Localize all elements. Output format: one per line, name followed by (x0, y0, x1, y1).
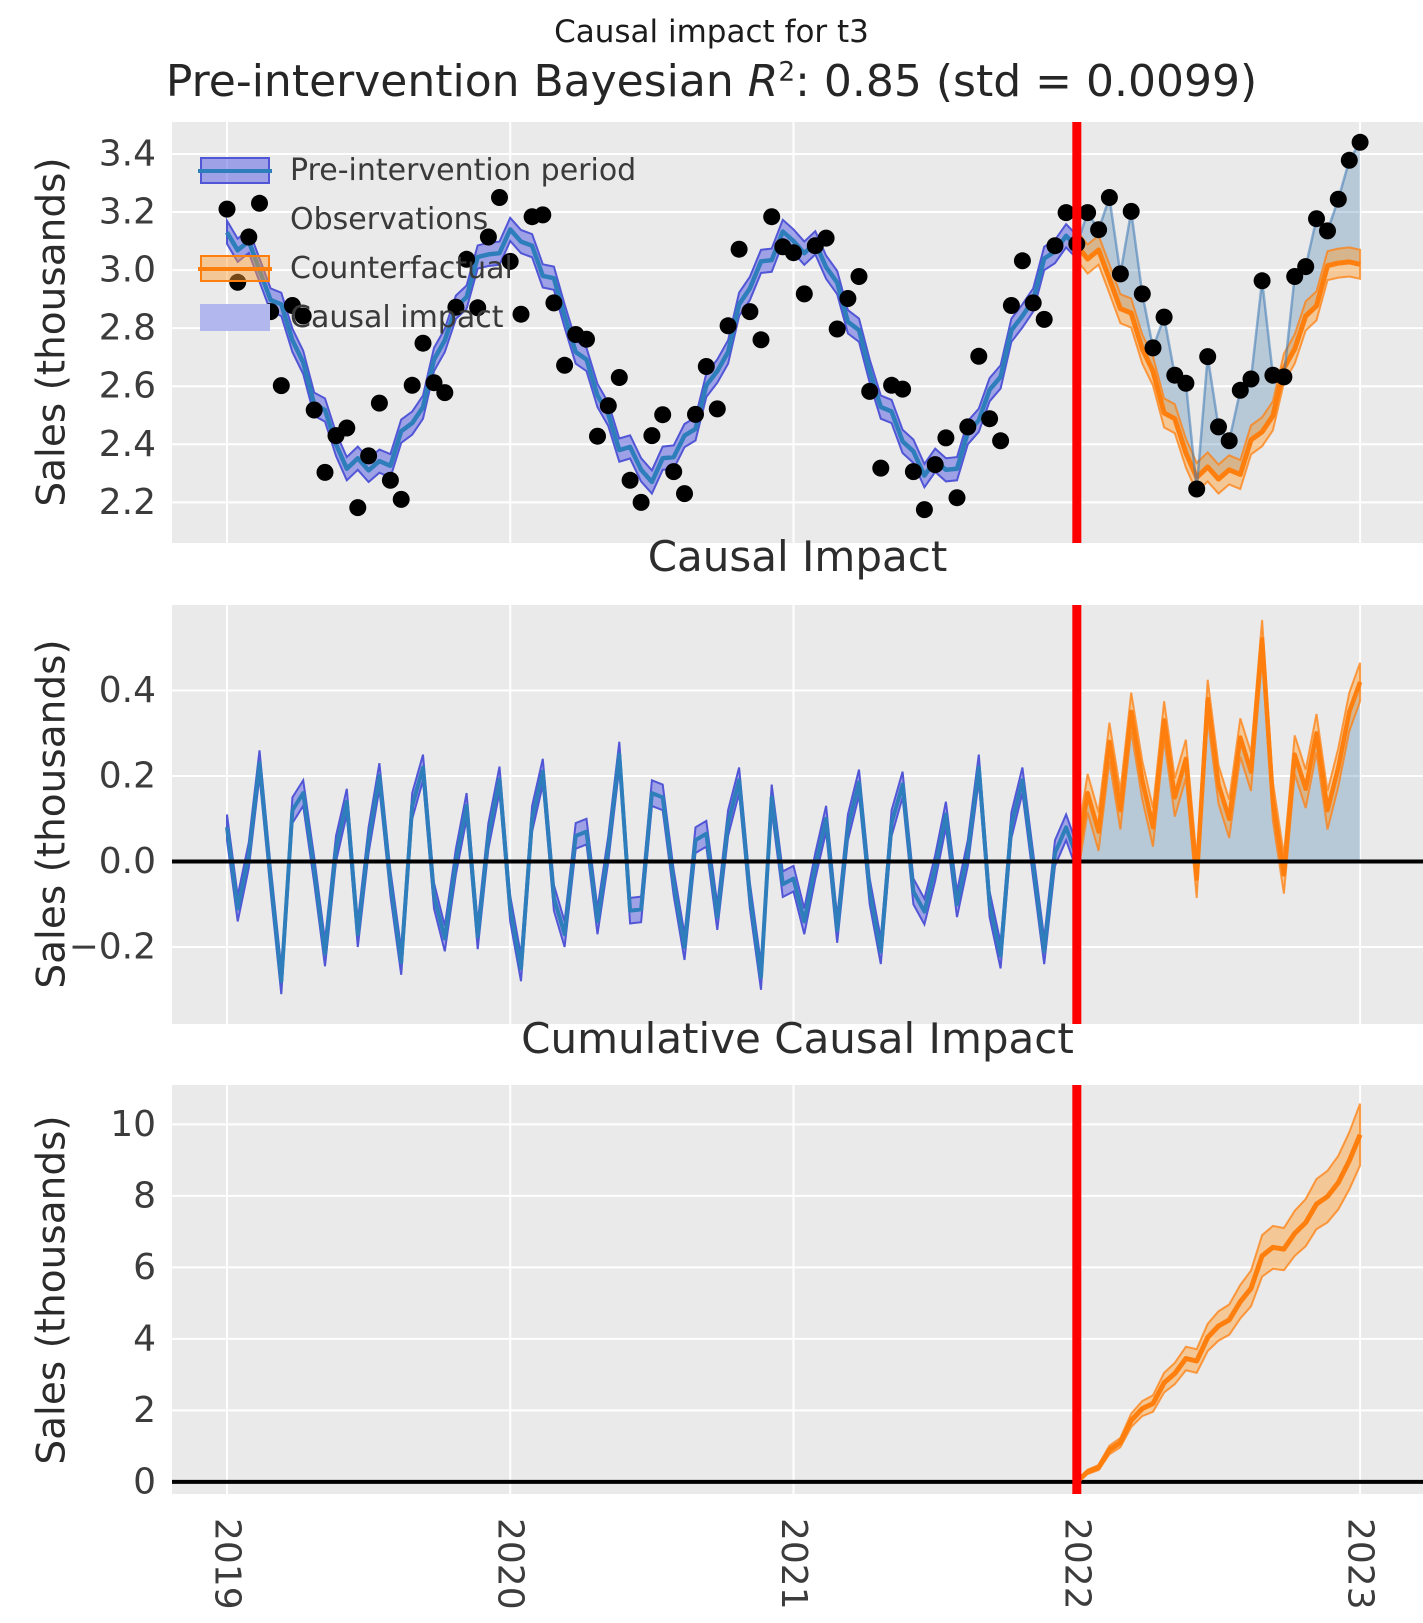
y-tick-label: 4 (133, 1318, 156, 1360)
legend-item-counterfactual (200, 244, 636, 293)
legend-label: Observations (290, 202, 489, 237)
cumulative-causal-impact-title: Cumulative Causal Impact (521, 1014, 1074, 1063)
r-math-symbol: R (747, 56, 779, 107)
title-suffix: : 0.85 (std = 0.0099) (795, 56, 1258, 107)
y-tick-label: 2.8 (98, 307, 156, 349)
legend-item-pre-intervention (200, 146, 636, 195)
x-tick-label: 2019 (206, 1518, 248, 1610)
x-tick-label: 2022 (1056, 1518, 1098, 1610)
y-tick-label: 3.4 (98, 133, 156, 175)
x-tick-label: 2020 (489, 1518, 531, 1610)
legend-label: Causal impact (290, 300, 504, 335)
y-tick-label: 2.6 (98, 365, 156, 407)
y-tick-label: 0.0 (98, 841, 156, 883)
y-tick-label: 3.2 (98, 191, 156, 233)
pre-intervention-line-icon (198, 169, 272, 173)
y-axis-label-bottom: Sales (thousands) (29, 1115, 75, 1465)
y-tick-label: 6 (133, 1246, 156, 1288)
x-tick-label: 2021 (773, 1518, 814, 1610)
mid-plot (69, 605, 1423, 1024)
y-tick-label: 0.2 (98, 755, 156, 797)
title-prefix: Pre-intervention Bayesian (165, 56, 748, 107)
legend-item-observations (200, 195, 636, 244)
y-tick-label: −0.2 (68, 926, 156, 968)
y-axis-label-top: Sales (thousands) (29, 157, 75, 507)
legend-item-causal-impact (200, 293, 636, 342)
legend (200, 146, 636, 342)
y-tick-label: 2.2 (98, 481, 156, 523)
pre-intervention-band-swatch (200, 157, 270, 184)
figure-suptitle: Causal impact for t3 (554, 14, 869, 50)
y-tick-label: 0.4 (98, 670, 156, 712)
y-tick-label: 8 (133, 1175, 156, 1217)
y-tick-label: 3.0 (98, 249, 156, 291)
causal-impact-title: Causal Impact (647, 532, 948, 581)
bot-plot (110, 1085, 1423, 1610)
pre-intervention-r2-title (0, 56, 1423, 107)
r-exponent: 2 (778, 56, 796, 88)
y-tick-label: 10 (110, 1103, 156, 1145)
y-tick-label: 0 (133, 1461, 156, 1503)
legend-label: Counterfactual (290, 251, 513, 286)
y-tick-label: 2 (133, 1389, 156, 1431)
y-axis-label-middle: Sales (thousands) (29, 639, 75, 989)
y-tick-label: 2.4 (98, 423, 156, 465)
legend-label: Pre-intervention period (290, 153, 637, 188)
counterfactual-band-swatch (200, 255, 270, 282)
causal-impact-patch-swatch (200, 304, 270, 331)
counterfactual-line-icon (198, 267, 272, 271)
x-tick-label: 2023 (1339, 1518, 1381, 1610)
